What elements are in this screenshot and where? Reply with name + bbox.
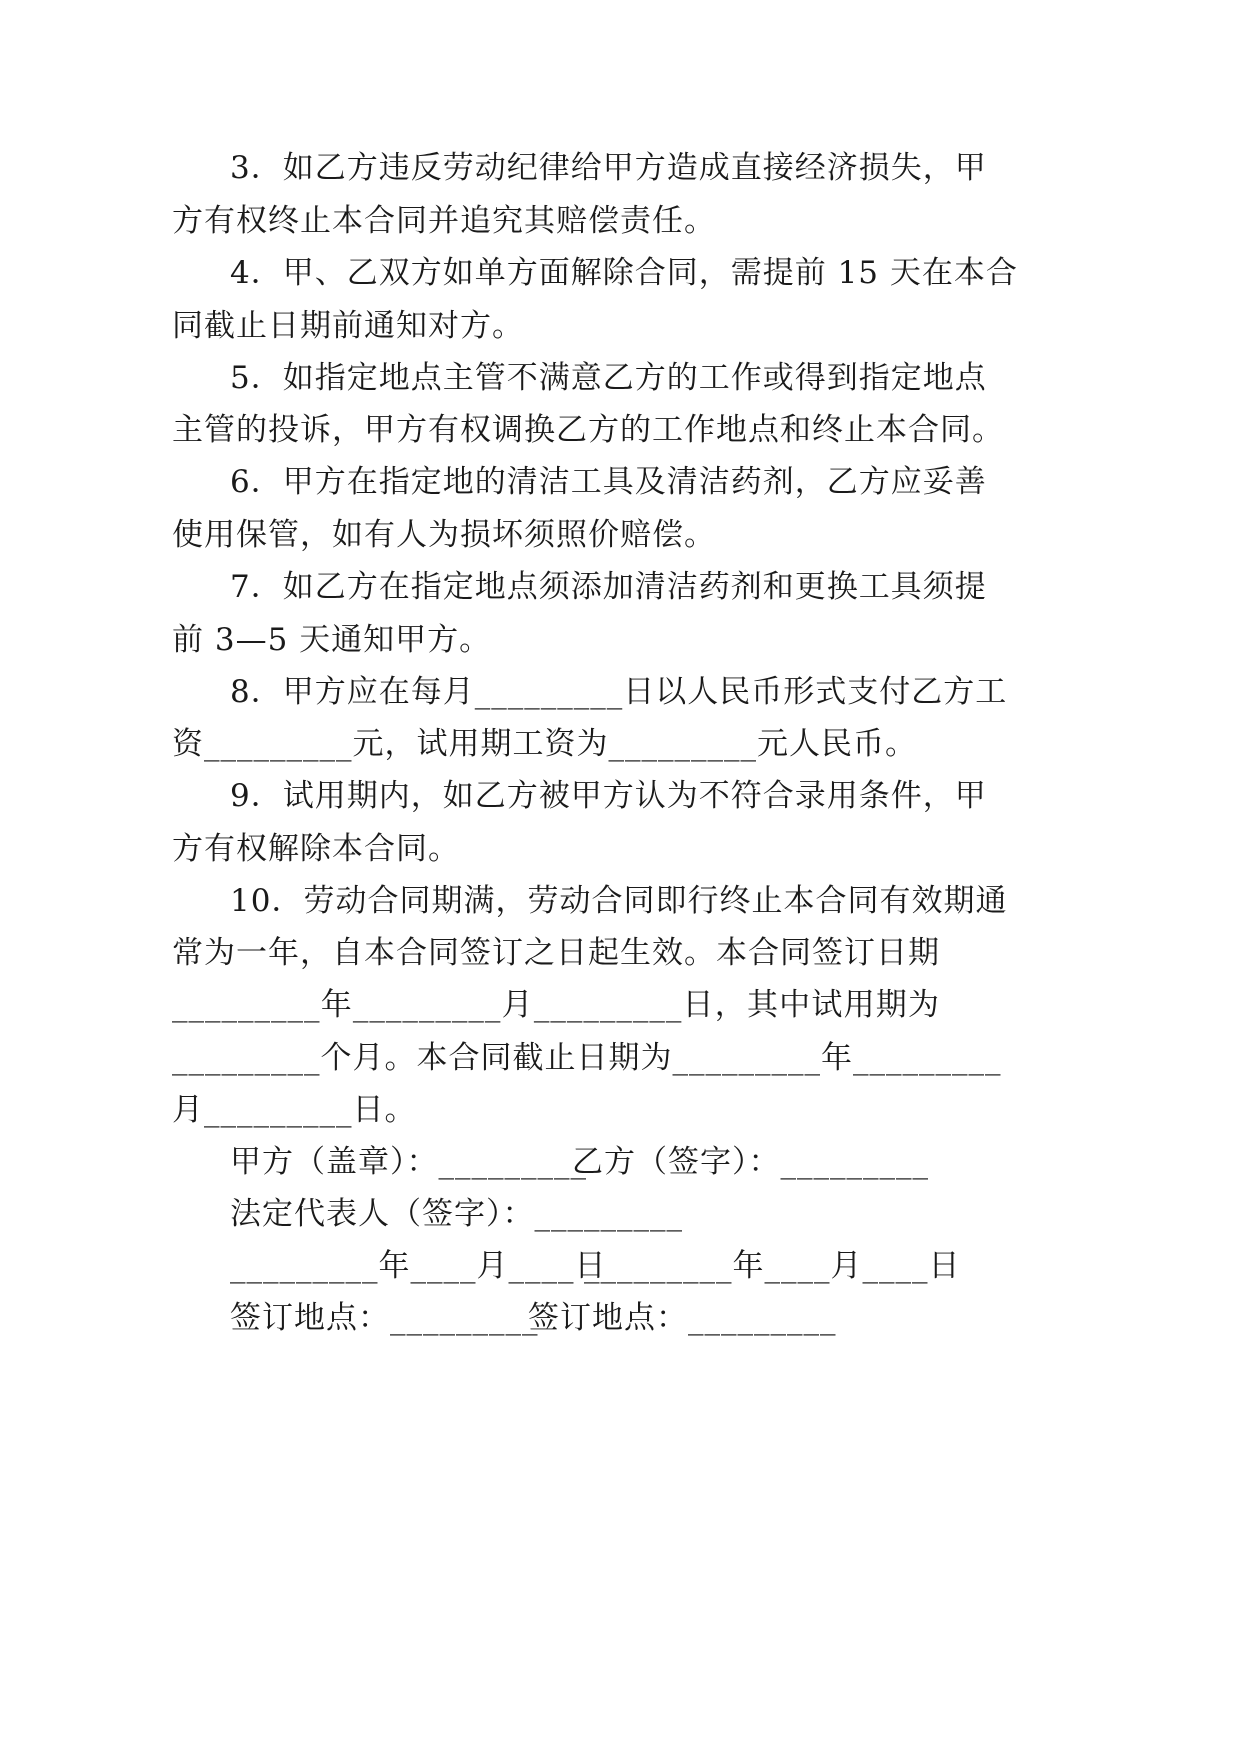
clause-3-line-2: 方有权终止本合同并追究其赔偿责任。 <box>172 203 716 239</box>
legal-representative-signature: 法定代表人（签字）：_________ <box>230 1196 683 1232</box>
clause-9-line-1: 9．试用期内，如乙方被甲方认为不符合录用条件，甲 <box>230 778 987 814</box>
clause-6-line-1: 6．甲方在指定地的清洁工具及清洁药剂，乙方应妥善 <box>230 464 987 500</box>
party-b-date: _________年____月____日 <box>584 1248 961 1284</box>
party-a-date: _________年____月____日 <box>230 1248 607 1284</box>
clause-8-line-1: 8．甲方应在每月_________日以人民币形式支付乙方工 <box>230 674 1008 710</box>
clause-7-line-2: 前 3—5 天通知甲方。 <box>172 622 492 658</box>
party-b-signature: 乙方（签字）：_________ <box>572 1144 929 1180</box>
clause-4-line-2: 同截止日期前通知对方。 <box>172 308 524 344</box>
clause-4-line-1: 4．甲、乙双方如单方面解除合同，需提前 15 天在本合 <box>230 255 1018 291</box>
clause-10-line-3: _________年_________月_________日，其中试用期为 <box>172 987 940 1023</box>
clause-7-line-1: 7．如乙方在指定地点须添加清洁药剂和更换工具须提 <box>230 569 987 605</box>
party-b-signing-place: 签订地点：_________ <box>528 1300 837 1336</box>
party-a-signing-place: 签订地点：_________ <box>230 1300 539 1336</box>
clause-10-line-4: _________个月。本合同截止日期为_________年_________ <box>172 1040 1002 1076</box>
clause-5-line-2: 主管的投诉，甲方有权调换乙方的工作地点和终止本合同。 <box>172 412 1004 448</box>
clause-10-line-2: 常为一年，自本合同签订之日起生效。本合同签订日期 <box>172 935 940 971</box>
clause-9-line-2: 方有权解除本合同。 <box>172 831 460 867</box>
clause-6-line-2: 使用保管，如有人为损坏须照价赔偿。 <box>172 517 716 553</box>
clause-8-line-2: 资_________元，试用期工资为_________元人民币。 <box>172 726 917 762</box>
party-a-seal: 甲方（盖章）：_________ <box>230 1144 587 1180</box>
clause-10-line-1: 10．劳动合同期满，劳动合同即行终止本合同有效期通 <box>230 883 1008 919</box>
clause-10-line-5: 月_________日。 <box>172 1092 417 1128</box>
clause-3-line-1: 3．如乙方违反劳动纪律给甲方造成直接经济损失，甲 <box>230 150 987 186</box>
clause-5-line-1: 5．如指定地点主管不满意乙方的工作或得到指定地点 <box>230 360 987 396</box>
